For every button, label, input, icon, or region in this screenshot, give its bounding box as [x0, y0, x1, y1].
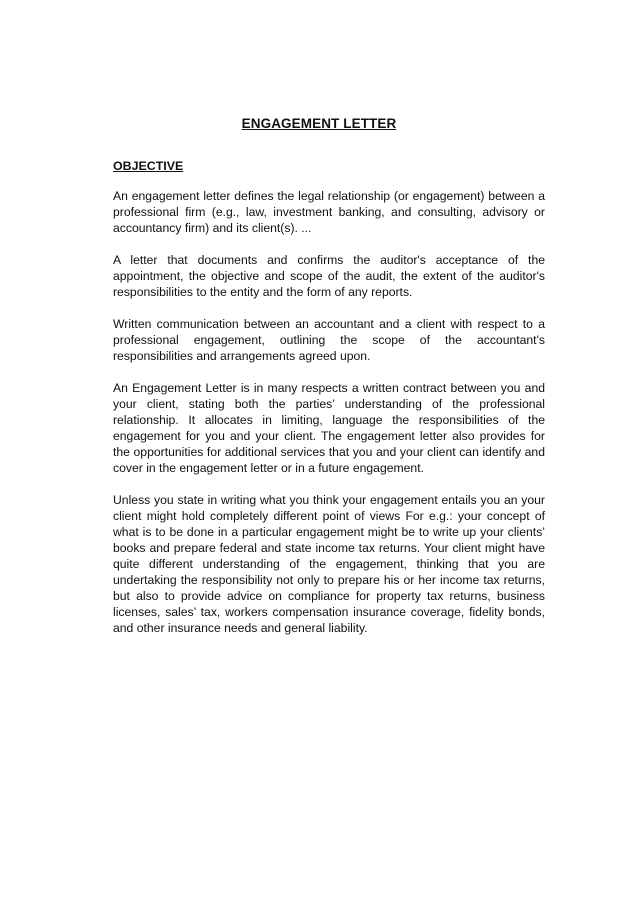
section-heading: OBJECTIVE	[113, 159, 184, 173]
paragraph-unless-in-writing: Unless you state in writing what you think your engagement entails you an your client might hold completely different point of views For e.g.: your concept of what is to be done in a particular engagement might be to write up your clients’ books and prepare federal and state income tax returns. Your client might have quite different understanding of the engagement, thinking that you are undertaking the responsibility not only to prepare his or her income tax returns, but also to provide advice on compliance for property tax returns, business licenses, sales’ tax, workers compensation insurance coverage, fidelity bonds, and other insurance needs and general liability.	[113, 493, 545, 635]
document-body	[113, 158, 545, 652]
paragraph-definition: An engagement letter defines the legal relationship (or engagement) between a professional firm (e.g., law, investment banking, and consulting, advisory or accountancy firm) and its client(s). ...	[113, 189, 545, 235]
paragraph-written-communication: Written communication between an accountant and a client with respect to a professional engagement, outlining the scope of the accountant's responsibilities and arrangements agreed upon.	[113, 317, 545, 363]
paragraph-auditor-letter: A letter that documents and confirms the auditor's acceptance of the appointment, the objective and scope of the audit, the extent of the auditor's responsibilities to the entity and the form of any reports.	[113, 253, 545, 299]
document-title: ENGAGEMENT LETTER	[241, 116, 397, 131]
paragraph-contract: An Engagement Letter is in many respects a written contract between you and your client, stating both the parties’ understanding of the professional relationship. It allocates in limiting, language the responsibilities of the engagement for you and your client. The engagement letter also provides for the opportunities for additional services that you and your client can identify and cover in the engagement letter or in a future engagement.	[113, 381, 545, 475]
